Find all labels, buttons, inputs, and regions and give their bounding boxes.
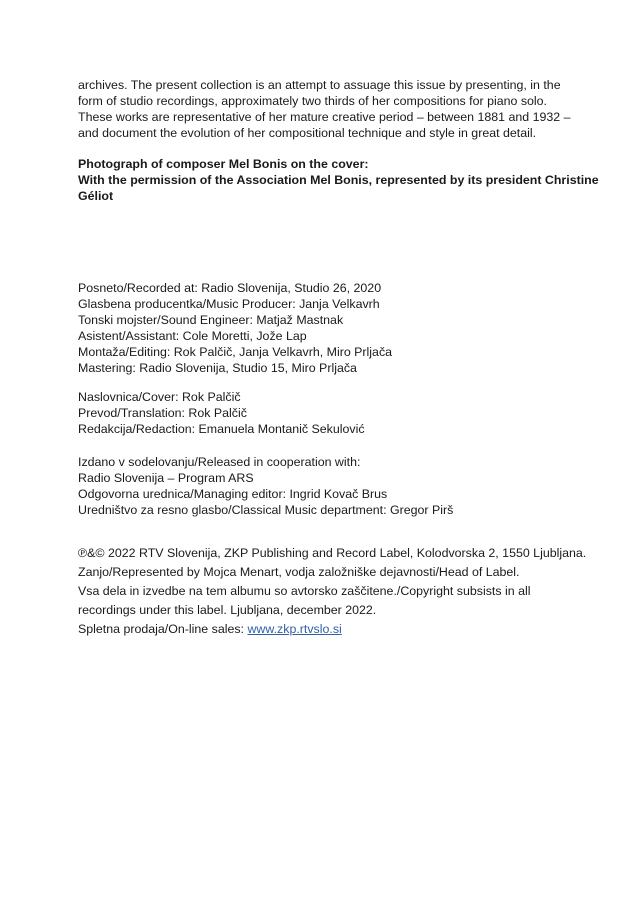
copyright-line: Zanjo/Represented by Mojca Menart, vodja založniške dejavnosti/Head of Label. (78, 565, 520, 579)
credit-line: Glasbena producentka/Music Producer: Janja Velkavrh (78, 297, 380, 311)
intro-line: These works are representative of her mature creative period – between 1881 and 1932 – (78, 110, 571, 124)
credit-line: Uredništvo za resno glasbo/Classical Music department: Gregor Pirš (78, 503, 454, 517)
online-sales-link[interactable]: www.zkp.rtvslo.si (247, 622, 342, 636)
production-credits (78, 280, 578, 376)
credit-line: Redakcija/Redaction: Emanuela Montanič Sekulović (78, 422, 365, 436)
copyright-line: ℗&© 2022 RTV Slovenija, ZKP Publishing and Record Label, Kolodvorska 2, 1550 Ljubljana. (78, 546, 587, 560)
credit-line: Mastering: Radio Slovenija, Studio 15, Miro Prljača (78, 361, 357, 375)
copyright-line: recordings under this label. Ljubljana, december 2022. (78, 603, 377, 617)
design-credits (78, 389, 578, 437)
copyright-block (78, 544, 587, 639)
credit-line: Naslovnica/Cover: Rok Palčič (78, 390, 241, 404)
online-sales-label: Spletna prodaja/On-line sales: (78, 622, 248, 636)
intro-line: and document the evolution of her compositional technique and style in great detail. (78, 126, 537, 140)
credit-line: Prevod/Translation: Rok Palčič (78, 406, 247, 420)
credit-line: Izdano v sodelovanju/Released in cooperation with: (78, 455, 361, 469)
credit-line: Radio Slovenija – Program ARS (78, 471, 254, 485)
intro-line: archives. The present collection is an attempt to assuage this issue by presenting, in the (78, 78, 561, 92)
photo-credit-line: Géliot (78, 189, 114, 203)
credit-line: Posneto/Recorded at: Radio Slovenija, Studio 26, 2020 (78, 281, 382, 295)
credit-line: Odgovorna urednica/Managing editor: Ingrid Kovač Brus (78, 487, 388, 501)
intro-paragraph (78, 77, 578, 141)
credit-line: Asistent/Assistant: Cole Moretti, Jože Lap (78, 329, 307, 343)
photo-credit-heading: Photograph of composer Mel Bonis on the cover: (78, 157, 369, 171)
copyright-line: Vsa dela in izvedbe na tem albumu so avtorsko zaščitene./Copyright subsists in all (78, 584, 531, 598)
intro-line: form of studio recordings, approximately two thirds of her compositions for piano solo. (78, 94, 547, 108)
cooperation-credits (78, 454, 578, 518)
photo-credit-line: With the permission of the Association Mel Bonis, represented by its president Christine (78, 173, 599, 187)
online-sales-line (78, 620, 578, 639)
credit-line: Montaža/Editing: Rok Palčič, Janja Velkavrh, Miro Prljača (78, 345, 393, 359)
photo-credit (78, 156, 599, 204)
credit-line: Tonski mojster/Sound Engineer: Matjaž Mastnak (78, 313, 344, 327)
